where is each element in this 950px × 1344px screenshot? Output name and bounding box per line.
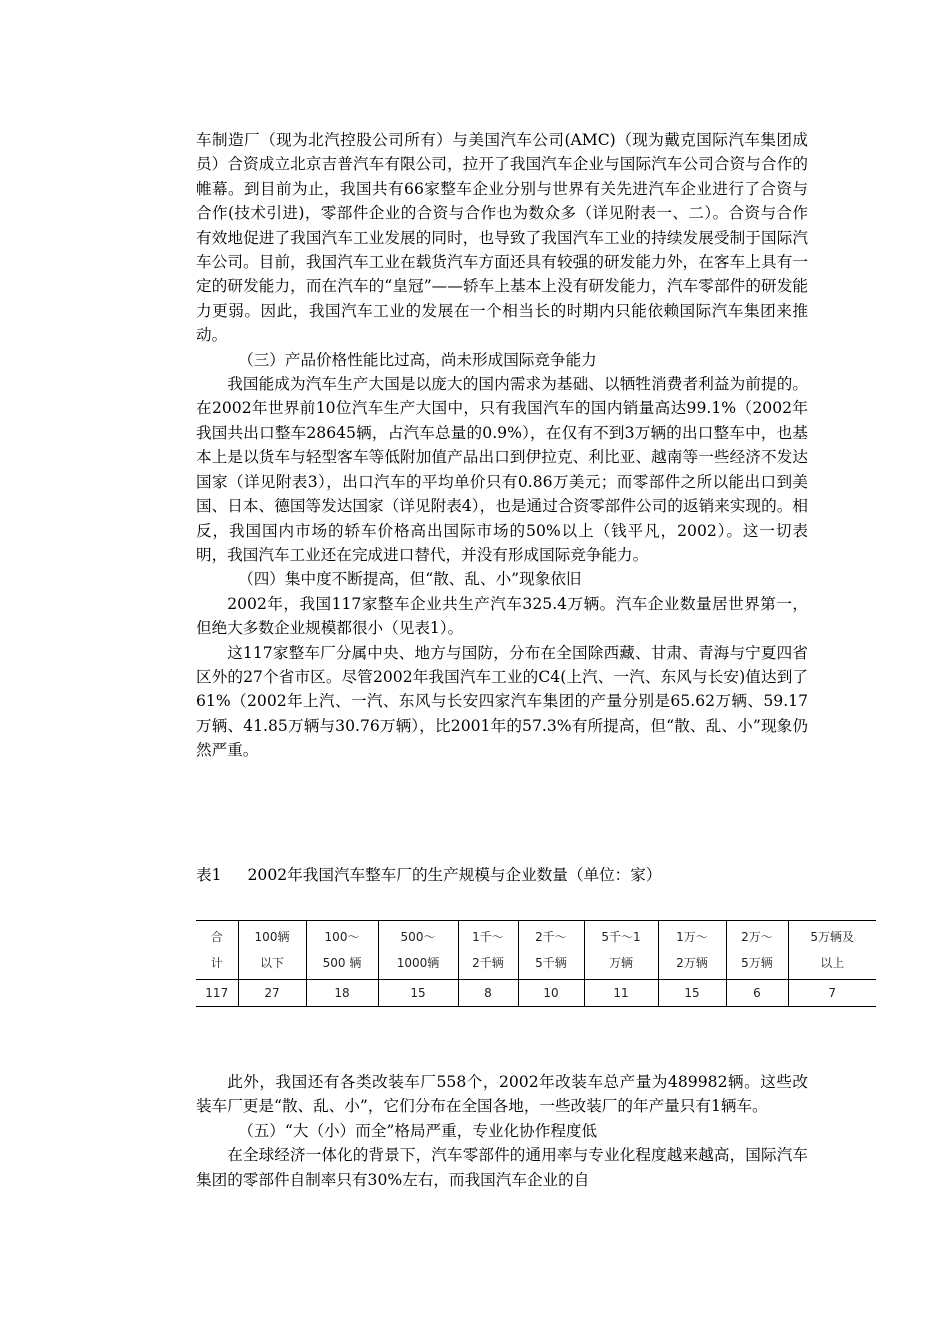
table-header-cell: 1千～ 2千辆	[458, 921, 518, 980]
table-cell: 10	[518, 980, 584, 1007]
table-cell: 8	[458, 980, 518, 1007]
table-caption-title: 2002年我国汽车整车厂的生产规模与企业数量（单位：家）	[247, 866, 662, 884]
table-header-cell: 5千～1 万辆	[584, 921, 658, 980]
section-heading-5: （五）“大（小）而全”格局严重，专业化协作程度低	[238, 1121, 598, 1140]
table-cell: 18	[306, 980, 378, 1007]
table-caption-label: 表1	[196, 866, 222, 884]
table-header-row	[196, 921, 876, 980]
table-header-cell: 合 计	[196, 921, 238, 980]
paragraph-modification-plants: 此外，我国还有各类改装车厂558个，2002年改装车总产量为489982辆。这些改装车厂更是“散、乱、小”，它们分布在全国各地，一些改装厂的年产量只有1辆车。	[196, 1073, 808, 1116]
paragraph-concentration: 这117家整车厂分属中央、地方与国防，分布在全国除西藏、甘肃、青海与宁夏四省区外的27个省市区。尽管2002年我国汽车工业的C4(上汽、一汽、东风与长安)值达到了61%（2002年上汽、一汽、东风与长安四家汽车集团的产量分别是65.62万辆、59.17万辆、41.85万辆与30.76万辆），比2001年的57.3%有所提高，但“散、乱、小”现象仍然严重。	[196, 643, 808, 760]
table-header-cell: 5万辆及 以上	[788, 921, 876, 980]
body-text-bottom	[196, 1070, 808, 1192]
table-caption	[196, 863, 687, 887]
paragraph-joint-venture-history: 车制造厂（现为北汽控股公司所有）与美国汽车公司(AMC)（现为戴克国际汽车集团成员）合资成立北京吉普汽车有限公司，拉开了我国汽车企业与国际汽车公司合资与合作的帷幕。到目前为止，我国共有66家整车企业分别与世界有关先进汽车企业进行了合资与合作(技术引进)，零部件企业的合资与合作也为数众多（详见附表一、二）。合资与合作有效地促进了我国汽车工业发展的同时，也导致了我国汽车工业的持续发展受制于国际汽车公司。目前，我国汽车工业在载货汽车方面还具有较强的研发能力外，在客车上具有一定的研发能力，而在汽车的“皇冠”——轿车上基本上没有研发能力，汽车零部件的研发能力更弱。因此，我国汽车工业的发展在一个相当长的时期内只能依赖国际汽车集团来推动。	[196, 131, 808, 345]
table-cell: 6	[726, 980, 788, 1007]
paragraph-production-2002: 2002年，我国117家整车企业共生产汽车325.4万辆。汽车企业数量居世界第一，但绝大多数企业规模都很小（见表1）。	[196, 594, 808, 638]
table-cell: 27	[238, 980, 306, 1007]
table-header-cell: 100辆 以下	[238, 921, 306, 980]
table-cell: 7	[788, 980, 876, 1007]
table-header-cell: 2千～ 5千辆	[518, 921, 584, 980]
body-text-top	[196, 128, 808, 763]
section-heading-4: （四）集中度不断提高，但“散、乱、小”现象依旧	[238, 570, 582, 589]
section-heading-3: （三）产品价格性能比过高，尚未形成国际竞争能力	[238, 350, 597, 369]
table-header-cell: 2万～ 5万辆	[726, 921, 788, 980]
paragraph-specialization: 在全球经济一体化的背景下，汽车零部件的通用率与专业化程度越来越高，国际汽车集团的零部件自制率只有30%左右，而我国汽车企业的自	[196, 1146, 808, 1189]
table-header-cell: 1万～ 2万辆	[658, 921, 726, 980]
table-cell: 15	[378, 980, 458, 1007]
table-cell: 117	[196, 980, 238, 1007]
production-scale-table	[196, 920, 876, 1007]
paragraph-price-performance: 我国能成为汽车生产大国是以庞大的国内需求为基础、以牺牲消费者利益为前提的。在2002年世界前10位汽车生产大国中，只有我国汽车的国内销量高达99.1%（2002年我国共出口整车28645辆，占汽车总量的0.9%），在仅有不到3万辆的出口整车中，也基本上是以货车与轻型客车等低附加值产品出口到伊拉克、利比亚、越南等一些经济不发达国家（详见附表3），出口汽车的平均单价只有0.86万美元；而零部件之所以能出口到美国、日本、德国等发达国家（详见附表4），也是通过合资零部件公司的返销来实现的。相反，我国国内市场的轿车价格高出国际市场的50%以上（钱平凡，2002）。这一切表明，我国汽车工业还在完成进口替代，并没有形成国际竞争能力。	[196, 375, 808, 564]
table-cell: 11	[584, 980, 658, 1007]
table-header-cell: 500～ 1000辆	[378, 921, 458, 980]
table-row	[196, 980, 876, 1007]
table-cell: 15	[658, 980, 726, 1007]
table-header-cell: 100～ 500 辆	[306, 921, 378, 980]
